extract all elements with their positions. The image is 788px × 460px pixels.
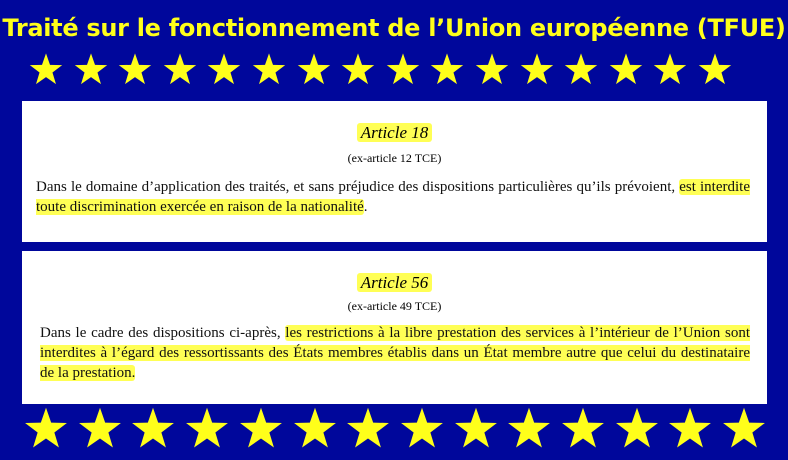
star-icon	[341, 52, 375, 86]
star-icon	[609, 52, 643, 86]
star-icon	[520, 52, 554, 86]
star-icon	[185, 406, 229, 450]
star-icon	[722, 406, 766, 450]
star-icon	[386, 52, 420, 86]
star-icon	[653, 52, 687, 86]
article-18-heading: Article 18	[357, 123, 433, 142]
star-icon	[698, 52, 732, 86]
article-56-subheading: (ex-article 49 TCE)	[347, 299, 442, 313]
article-56-panel	[22, 251, 767, 404]
star-icon	[564, 52, 598, 86]
article-56-heading: Article 56	[357, 273, 433, 292]
star-icon	[400, 406, 444, 450]
page-title: Traité sur le fonctionnement de l’Union européenne (TFUE)	[2, 14, 786, 42]
star-icon	[163, 52, 197, 86]
star-icon	[346, 406, 390, 450]
star-icon	[78, 406, 122, 450]
article-56-text-plain: Dans le cadre des dispositions ci-après,	[40, 325, 286, 341]
star-icon	[615, 406, 659, 450]
article-56-text	[40, 323, 750, 383]
article-18-text	[36, 177, 750, 217]
star-icon	[24, 406, 68, 450]
star-icon	[293, 406, 337, 450]
star-icon	[668, 406, 712, 450]
star-icon	[252, 52, 286, 86]
star-icon	[507, 406, 551, 450]
bottom-star-row	[0, 406, 788, 456]
star-icon	[239, 406, 283, 450]
star-icon	[297, 52, 331, 86]
star-icon	[475, 52, 509, 86]
article-18-text-highlight: est interdite toute discrimination exercée en raison de la nationalité	[36, 179, 750, 215]
star-icon	[118, 52, 152, 86]
article-18-subheading: (ex-article 12 TCE)	[347, 151, 442, 165]
article-56-text-highlight: les restrictions à la libre prestation des services à l’intérieur de l’Union sont interdites à l’égard des ressortissants des États membres établis dans un État membre autre que celui du destinataire de la prestation.	[40, 325, 750, 381]
top-star-row	[0, 52, 788, 102]
star-icon	[74, 52, 108, 86]
star-icon	[207, 52, 241, 86]
article-18-text-plain: Dans le domaine d’application des traités, et sans préjudice des dispositions particulières qu’ils prévoient,	[36, 179, 680, 195]
star-icon	[430, 52, 464, 86]
star-icon	[131, 406, 175, 450]
star-icon	[561, 406, 605, 450]
article-18-panel	[22, 101, 767, 242]
star-icon	[29, 52, 63, 86]
star-icon	[454, 406, 498, 450]
article-18-text-end: .	[363, 199, 368, 215]
